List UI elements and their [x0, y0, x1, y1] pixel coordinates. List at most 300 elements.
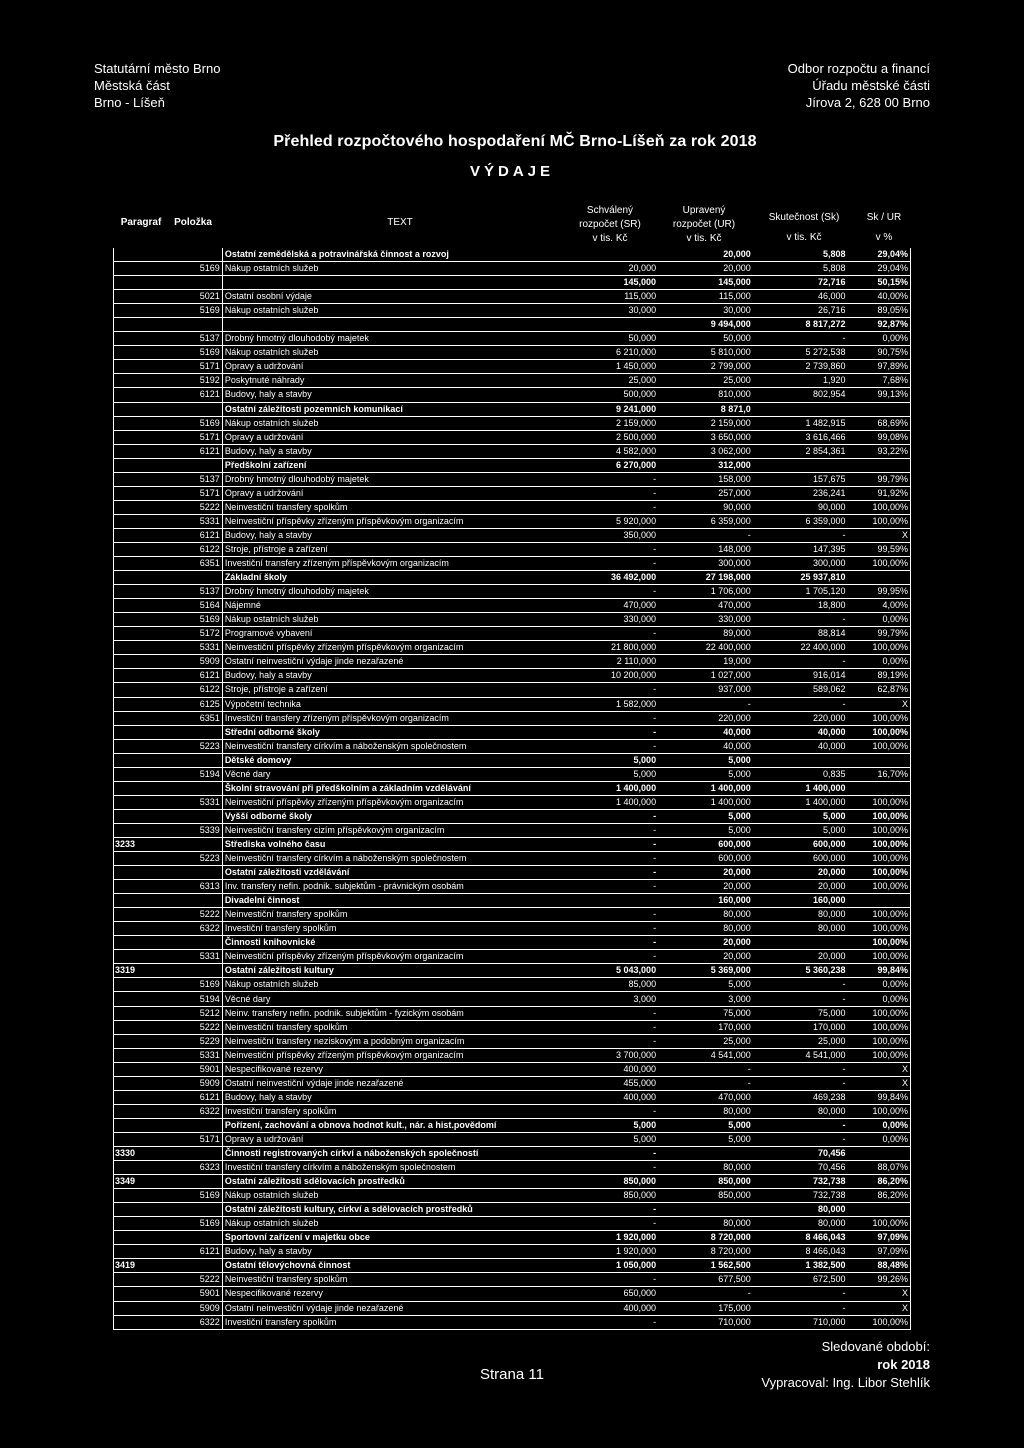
cell-text — [222, 276, 575, 290]
cell-sk: - — [753, 1132, 848, 1146]
cell-ur: 470,000 — [658, 1090, 753, 1104]
cell-ur: 20,000 — [658, 936, 753, 950]
cell-ur: 8 720,000 — [658, 1231, 753, 1245]
table-row — [113, 950, 911, 964]
cell-par — [113, 823, 169, 837]
page-title: Přehled rozpočtového hospodaření MČ Brno-Líšeň za rok 2018 — [273, 133, 757, 150]
cell-pol: 6322 — [169, 1315, 222, 1329]
cell-sk: 8 466,043 — [753, 1231, 848, 1245]
cell-sr: 1 920,000 — [575, 1231, 658, 1245]
cell-par: 3349 — [113, 1175, 169, 1189]
cell-par — [113, 571, 169, 585]
cell-text: Střední odborné školy — [222, 725, 575, 739]
cell-sr: 1 400,000 — [575, 795, 658, 809]
cell-pol — [169, 458, 222, 472]
cell-par — [113, 1132, 169, 1146]
cell-par — [113, 585, 169, 599]
cell-par: 3233 — [113, 837, 169, 851]
cell-pol: 5901 — [169, 1062, 222, 1076]
cell-sk: 80,000 — [753, 1104, 848, 1118]
cell-par — [113, 1231, 169, 1245]
table-row — [113, 290, 911, 304]
col-header-sr-line: rozpočet (SR) — [579, 219, 641, 230]
table-row — [113, 1147, 911, 1161]
cell-par: 3330 — [113, 1147, 169, 1161]
table-row — [113, 262, 911, 276]
cell-sk: - — [753, 1301, 848, 1315]
cell-sr: 6 270,000 — [575, 458, 658, 472]
cell-ur: 175,000 — [658, 1301, 753, 1315]
cell-sr: - — [575, 823, 658, 837]
cell-ur: 600,000 — [658, 852, 753, 866]
cell-pol — [169, 1203, 222, 1217]
cell-text: Ostatní záležitosti sdělovacích prostředků — [222, 1175, 575, 1189]
cell-pol: 5192 — [169, 374, 222, 388]
cell-text: Věcné dary — [222, 767, 575, 781]
cell-text: Investiční transfery zřízeným příspěvkovým organizacím — [222, 557, 575, 571]
cell-ur: 80,000 — [658, 922, 753, 936]
cell-pol: 5212 — [169, 1006, 222, 1020]
cell-sr: - — [575, 1315, 658, 1329]
cell-par — [113, 1048, 169, 1062]
cell-sk: 600,000 — [753, 852, 848, 866]
cell-ur: 1 706,000 — [658, 585, 753, 599]
cell-sr: 350,000 — [575, 528, 658, 542]
cell-ur: - — [658, 1287, 753, 1301]
cell-ur: 27 198,000 — [658, 571, 753, 585]
table-row — [113, 1259, 911, 1273]
table-row — [113, 318, 911, 332]
cell-sr: - — [575, 837, 658, 851]
cell-sk: 8 817,272 — [753, 318, 848, 332]
table-row — [113, 964, 911, 978]
cell-sr — [575, 318, 658, 332]
header-right-line: Jírova 2, 628 00 Brno — [805, 95, 930, 110]
cell-sr: - — [575, 1034, 658, 1048]
cell-text: Budovy, haly a stavby — [222, 444, 575, 458]
cell-pol: 5909 — [169, 655, 222, 669]
cell-pol: 5169 — [169, 978, 222, 992]
cell-text: Ostatní neinvestiční výdaje jinde nezařazené — [222, 655, 575, 669]
cell-text: Nákup ostatních služeb — [222, 262, 575, 276]
cell-text: Budovy, haly a stavby — [222, 1090, 575, 1104]
table-row — [113, 1034, 911, 1048]
prepared-by: Vypracoval: Ing. Libor Stehlík — [761, 1375, 930, 1390]
cell-pol: 6121 — [169, 669, 222, 683]
cell-pct: 100,00% — [847, 1034, 910, 1048]
cell-ur: 3,000 — [658, 992, 753, 1006]
cell-sr: 1 450,000 — [575, 360, 658, 374]
col-header-pct — [854, 211, 914, 245]
cell-ur: 170,000 — [658, 1020, 753, 1034]
cell-text: Ostatní záležitosti kultury, církví a sdělovacích prostředků — [222, 1203, 575, 1217]
cell-text: Neinv. transfery nefin. podnik. subjektům - fyzickým osobám — [222, 1006, 575, 1020]
cell-pct: 0,00% — [847, 1132, 910, 1146]
cell-sr: - — [575, 1006, 658, 1020]
cell-pol: 6122 — [169, 542, 222, 556]
col-header-sr — [560, 204, 660, 246]
cell-text: Neinvestiční příspěvky zřízeným příspěvkovým organizacím — [222, 641, 575, 655]
cell-ur: 1 027,000 — [658, 669, 753, 683]
cell-sk: 1 400,000 — [753, 781, 848, 795]
cell-ur: 80,000 — [658, 1217, 753, 1231]
cell-pct: 91,92% — [847, 486, 910, 500]
cell-sr: - — [575, 585, 658, 599]
col-header-sk-line: v tis. Kč — [786, 232, 822, 243]
cell-sk: 5,000 — [753, 823, 848, 837]
cell-sk: 710,000 — [753, 1315, 848, 1329]
table-row — [113, 936, 911, 950]
cell-text: Stroje, přístroje a zařízení — [222, 683, 575, 697]
cell-sk: 600,000 — [753, 837, 848, 851]
cell-ur: 20,000 — [658, 248, 753, 262]
cell-pol: 5169 — [169, 304, 222, 318]
table-row — [113, 1090, 911, 1104]
cell-sr: - — [575, 809, 658, 823]
cell-sk: 25 937,810 — [753, 571, 848, 585]
cell-sr: - — [575, 908, 658, 922]
table-row — [113, 922, 911, 936]
cell-sk: 5,000 — [753, 809, 848, 823]
cell-sr: - — [575, 1020, 658, 1034]
cell-ur: 2 159,000 — [658, 416, 753, 430]
cell-par — [113, 908, 169, 922]
cell-ur: 3 062,000 — [658, 444, 753, 458]
cell-par — [113, 1062, 169, 1076]
cell-pct: 100,00% — [847, 852, 910, 866]
table-row — [113, 486, 911, 500]
cell-text: Opravy a udržování — [222, 486, 575, 500]
cell-pol: 5172 — [169, 627, 222, 641]
cell-ur: 5,000 — [658, 753, 753, 767]
cell-sk: 4 541,000 — [753, 1048, 848, 1062]
cell-text: Nákup ostatních služeb — [222, 978, 575, 992]
cell-ur: 115,000 — [658, 290, 753, 304]
cell-par — [113, 683, 169, 697]
cell-pct — [847, 1147, 910, 1161]
cell-sr: 10 200,000 — [575, 669, 658, 683]
cell-text: Opravy a udržování — [222, 1132, 575, 1146]
cell-par — [113, 346, 169, 360]
table-row — [113, 1189, 911, 1203]
cell-ur: 20,000 — [658, 866, 753, 880]
page-subtitle: VÝDAJE — [469, 163, 555, 180]
cell-sk: 46,000 — [753, 290, 848, 304]
cell-pol: 5171 — [169, 486, 222, 500]
cell-par: 3419 — [113, 1259, 169, 1273]
cell-pol: 5169 — [169, 416, 222, 430]
cell-sk: 5,808 — [753, 248, 848, 262]
page-number: Strana 11 — [480, 1366, 544, 1383]
cell-pol: 5331 — [169, 641, 222, 655]
table-row — [113, 669, 911, 683]
cell-pct: 100,00% — [847, 837, 910, 851]
cell-ur: 90,000 — [658, 500, 753, 514]
cell-pol — [169, 894, 222, 908]
cell-text: Divadelní činnost — [222, 894, 575, 908]
table-row — [113, 739, 911, 753]
cell-pol: 5194 — [169, 767, 222, 781]
cell-sr: - — [575, 500, 658, 514]
cell-text: Budovy, haly a stavby — [222, 528, 575, 542]
cell-par — [113, 1104, 169, 1118]
cell-pol — [169, 964, 222, 978]
cell-sr: 400,000 — [575, 1301, 658, 1315]
cell-par — [113, 388, 169, 402]
cell-ur: 160,000 — [658, 894, 753, 908]
cell-pct: X — [847, 1062, 910, 1076]
cell-sr: 5,000 — [575, 1132, 658, 1146]
cell-sk: - — [753, 1287, 848, 1301]
cell-par — [113, 430, 169, 444]
cell-pct: 100,00% — [847, 936, 910, 950]
cell-ur: 300,000 — [658, 557, 753, 571]
cell-par — [113, 767, 169, 781]
cell-par — [113, 248, 169, 262]
cell-pct: 100,00% — [847, 922, 910, 936]
cell-par — [113, 1161, 169, 1175]
cell-text: Budovy, haly a stavby — [222, 388, 575, 402]
cell-text: Vyšší odborné školy — [222, 809, 575, 823]
cell-pct: 86,20% — [847, 1175, 910, 1189]
cell-par — [113, 416, 169, 430]
cell-sr: - — [575, 725, 658, 739]
col-header-polozka: Položka — [174, 217, 212, 228]
cell-ur: 937,000 — [658, 683, 753, 697]
cell-sk: 220,000 — [753, 711, 848, 725]
cell-par — [113, 458, 169, 472]
cell-par — [113, 753, 169, 767]
cell-text: Předškolní zařízení — [222, 458, 575, 472]
cell-par — [113, 1217, 169, 1231]
cell-pol — [169, 571, 222, 585]
cell-ur: 75,000 — [658, 1006, 753, 1020]
cell-par — [113, 262, 169, 276]
cell-pol: 6323 — [169, 1161, 222, 1175]
cell-text: Neinvestiční transfery spolkům — [222, 1273, 575, 1287]
cell-text: Ostatní tělovýchovná činnost — [222, 1259, 575, 1273]
cell-pct: 0,00% — [847, 992, 910, 1006]
cell-ur: 50,000 — [658, 332, 753, 346]
cell-sk: 732,738 — [753, 1175, 848, 1189]
cell-pol: 6121 — [169, 1245, 222, 1259]
table-row — [113, 809, 911, 823]
cell-ur: 5,000 — [658, 1132, 753, 1146]
table-row — [113, 781, 911, 795]
cell-pol: 5171 — [169, 360, 222, 374]
table-row — [113, 655, 911, 669]
cell-par — [113, 1006, 169, 1020]
cell-sr: 25,000 — [575, 374, 658, 388]
cell-ur: 8 871,0 — [658, 402, 753, 416]
cell-pct: 100,00% — [847, 1315, 910, 1329]
cell-sk: 80,000 — [753, 1217, 848, 1231]
cell-pct: 100,00% — [847, 950, 910, 964]
cell-par — [113, 1301, 169, 1315]
cell-ur: 5 810,000 — [658, 346, 753, 360]
cell-sr: - — [575, 1161, 658, 1175]
cell-sr: - — [575, 486, 658, 500]
cell-sr: 850,000 — [575, 1175, 658, 1189]
cell-par — [113, 641, 169, 655]
cell-pct: 68,69% — [847, 416, 910, 430]
cell-pct: 100,00% — [847, 514, 910, 528]
cell-text — [222, 318, 575, 332]
cell-ur: 8 720,000 — [658, 1245, 753, 1259]
table-row — [113, 753, 911, 767]
cell-text: Opravy a udržování — [222, 430, 575, 444]
table-row — [113, 1245, 911, 1259]
cell-text: Pořízení, zachování a obnova hodnot kult., nár. a hist.povědomí — [222, 1118, 575, 1132]
cell-par — [113, 936, 169, 950]
cell-par — [113, 360, 169, 374]
cell-pct: 99,08% — [847, 430, 910, 444]
cell-par — [113, 1245, 169, 1259]
cell-sr: 1 400,000 — [575, 781, 658, 795]
col-header-sk-line: Skutečnost (Sk) — [768, 212, 840, 223]
header-left-line: Statutární město Brno — [94, 61, 221, 76]
cell-par — [113, 1020, 169, 1034]
cell-sr: 455,000 — [575, 1076, 658, 1090]
table-row — [113, 276, 911, 290]
cell-pct: 0,00% — [847, 655, 910, 669]
table-row — [113, 1062, 911, 1076]
table-row — [113, 894, 911, 908]
table-row — [113, 402, 911, 416]
cell-pol: 5169 — [169, 613, 222, 627]
cell-par — [113, 894, 169, 908]
cell-text: Neinvestiční transfery církvím a náboženským společnostem — [222, 739, 575, 753]
table-row — [113, 585, 911, 599]
cell-sr: 145,000 — [575, 276, 658, 290]
table-row — [113, 304, 911, 318]
table-row — [113, 571, 911, 585]
cell-par — [113, 978, 169, 992]
cell-pol: 5169 — [169, 262, 222, 276]
cell-ur: 257,000 — [658, 486, 753, 500]
cell-par — [113, 627, 169, 641]
cell-par — [113, 444, 169, 458]
cell-pct: 100,00% — [847, 711, 910, 725]
cell-ur: 20,000 — [658, 880, 753, 894]
cell-pct: 7,68% — [847, 374, 910, 388]
cell-sr: 5,000 — [575, 1118, 658, 1132]
table-row — [113, 683, 911, 697]
col-header-ur-line: Upravený — [682, 205, 726, 216]
cell-sr: - — [575, 711, 658, 725]
table-row — [113, 444, 911, 458]
col-header-sr-line: Schválený — [586, 205, 634, 216]
cell-pol: 5164 — [169, 599, 222, 613]
table-row — [113, 641, 911, 655]
cell-pct — [847, 781, 910, 795]
cell-sr: - — [575, 852, 658, 866]
cell-pct: 100,00% — [847, 880, 910, 894]
cell-sk: 5 272,538 — [753, 346, 848, 360]
table-row — [113, 599, 911, 613]
cell-sk: 1 400,000 — [753, 795, 848, 809]
cell-par — [113, 486, 169, 500]
cell-pct: 99,79% — [847, 472, 910, 486]
cell-par — [113, 613, 169, 627]
cell-sk: 25,000 — [753, 1034, 848, 1048]
cell-pct — [847, 571, 910, 585]
cell-sk: 80,000 — [753, 908, 848, 922]
cell-pct — [847, 458, 910, 472]
cell-text: Budovy, haly a stavby — [222, 669, 575, 683]
cell-pol — [169, 753, 222, 767]
cell-pct: 0,00% — [847, 332, 910, 346]
cell-ur: 40,000 — [658, 725, 753, 739]
cell-ur: 1 400,000 — [658, 795, 753, 809]
cell-pct: 100,00% — [847, 1020, 910, 1034]
cell-pct: 99,84% — [847, 964, 910, 978]
header-right — [788, 60, 930, 111]
cell-par — [113, 304, 169, 318]
cell-sk: 90,000 — [753, 500, 848, 514]
cell-sk: 170,000 — [753, 1020, 848, 1034]
cell-pct: 100,00% — [847, 866, 910, 880]
cell-text: Neinvestiční transfery církvím a náboženským společnostem — [222, 852, 575, 866]
table-row — [113, 346, 911, 360]
cell-par — [113, 318, 169, 332]
cell-sr: 1 582,000 — [575, 697, 658, 711]
cell-pct: 4,00% — [847, 599, 910, 613]
cell-sk: 80,000 — [753, 1203, 848, 1217]
cell-pct: 40,00% — [847, 290, 910, 304]
cell-sk: 8 466,043 — [753, 1245, 848, 1259]
cell-pct: 100,00% — [847, 795, 910, 809]
cell-pct: 29,04% — [847, 248, 910, 262]
header-left-line: Brno - Líšeň — [94, 95, 165, 110]
cell-text: Investiční transfery spolkům — [222, 1104, 575, 1118]
cell-ur — [658, 1203, 753, 1217]
cell-pct — [847, 894, 910, 908]
cell-sr: 3 700,000 — [575, 1048, 658, 1062]
cell-par — [113, 1118, 169, 1132]
cell-pct: 50,15% — [847, 276, 910, 290]
cell-ur: 710,000 — [658, 1315, 753, 1329]
cell-pct: X — [847, 528, 910, 542]
cell-sr: 2 500,000 — [575, 430, 658, 444]
table-row — [113, 866, 911, 880]
cell-pct: 0,00% — [847, 613, 910, 627]
cell-text: Nákup ostatních služeb — [222, 1189, 575, 1203]
cell-par — [113, 711, 169, 725]
cell-pct: 100,00% — [847, 823, 910, 837]
table-row — [113, 795, 911, 809]
cell-pol: 5137 — [169, 472, 222, 486]
cell-pol: 5331 — [169, 950, 222, 964]
cell-text: Ostatní neinvestiční výdaje jinde nezařazené — [222, 1076, 575, 1090]
cell-sk: 672,500 — [753, 1273, 848, 1287]
cell-sk: 1 382,500 — [753, 1259, 848, 1273]
cell-pol: 5137 — [169, 332, 222, 346]
cell-pct: 92,87% — [847, 318, 910, 332]
table-row — [113, 852, 911, 866]
cell-par — [113, 1076, 169, 1090]
cell-pol: 5194 — [169, 992, 222, 1006]
cell-sk: 20,000 — [753, 950, 848, 964]
header-right-line: Úřadu městské části — [812, 78, 930, 93]
cell-sr: 330,000 — [575, 613, 658, 627]
cell-sr: - — [575, 542, 658, 556]
cell-pct: 97,09% — [847, 1245, 910, 1259]
header-left-line: Městská část — [94, 78, 170, 93]
cell-sk: 26,716 — [753, 304, 848, 318]
cell-ur: 4 541,000 — [658, 1048, 753, 1062]
cell-pct: 100,00% — [847, 1217, 910, 1231]
